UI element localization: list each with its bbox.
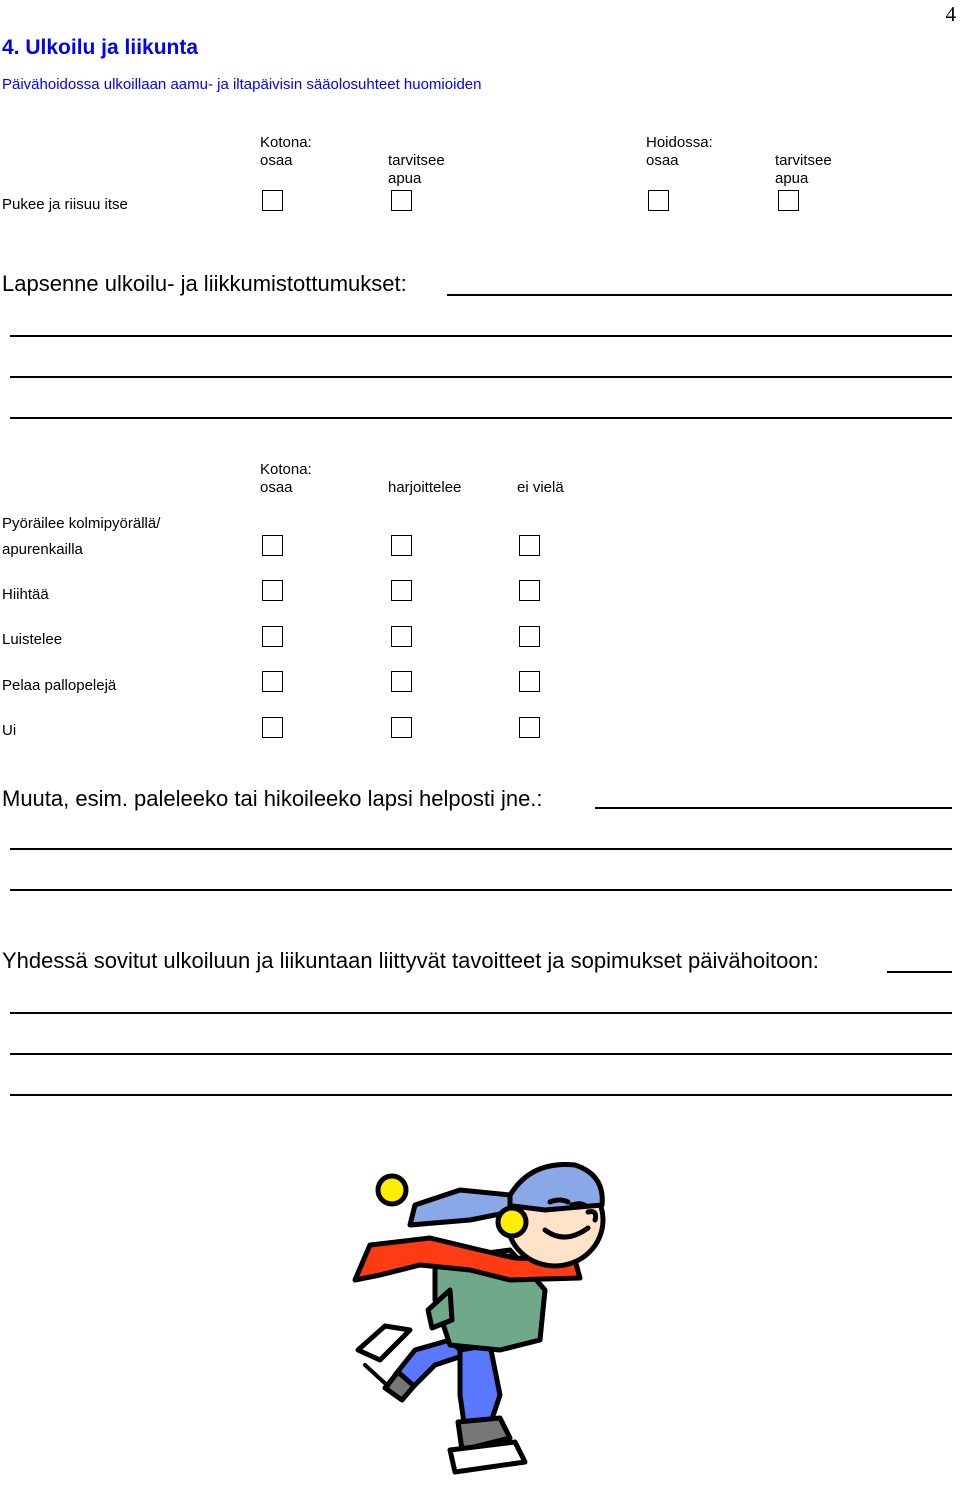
checkbox-skiing-can[interactable] (262, 580, 283, 601)
checkbox-dressing-daycare-can[interactable] (648, 190, 669, 211)
home-needs-label-2: apua (388, 170, 422, 187)
checkbox-skating-can[interactable] (262, 626, 283, 647)
skill-row-label-skiing: Hiihtää (2, 586, 49, 603)
checkbox-skiing-not-yet[interactable] (519, 580, 540, 601)
other-answer-line-3[interactable] (10, 889, 952, 891)
skill-row-label-cycling-1: Pyöräilee kolmipyörällä/ (2, 515, 161, 532)
checkbox-cycling-can[interactable] (262, 535, 283, 556)
agreements-answer-line-1[interactable] (887, 971, 952, 973)
other-label: Muuta, esim. paleleeko tai hikoileeko lapsi helposti jne.: (2, 786, 543, 811)
intro-text: Päivähoidossa ulkoillaan aamu- ja iltapäivisin sääolosuhteet huomioiden (2, 76, 482, 93)
daycare-needs-label-1: tarvitsee (775, 152, 832, 169)
checkbox-ball-games-can[interactable] (262, 671, 283, 692)
checkbox-swimming-can[interactable] (262, 717, 283, 738)
checkbox-cycling-not-yet[interactable] (519, 535, 540, 556)
page-number: 4 (945, 2, 956, 26)
other-answer-line-2[interactable] (10, 848, 952, 850)
skills-can-label: osaa (260, 479, 293, 496)
skills-not-yet-label: ei vielä (517, 479, 564, 496)
daycare-needs-label-2: apua (775, 170, 809, 187)
habits-label: Lapsenne ulkoilu- ja liikkumistottumukset: (2, 271, 407, 296)
checkbox-ball-games-practicing[interactable] (391, 671, 412, 692)
skill-row-label-swimming: Ui (2, 722, 17, 739)
daycare-group-label: Hoidossa: (646, 134, 713, 151)
home-can-label: osaa (260, 152, 293, 169)
habits-answer-line-2[interactable] (10, 335, 952, 337)
section-title: 4. Ulkoilu ja liikunta (2, 36, 199, 59)
other-answer-line-1[interactable] (595, 807, 952, 809)
habits-answer-line-3[interactable] (10, 376, 952, 378)
checkbox-skating-not-yet[interactable] (519, 626, 540, 647)
daycare-can-label: osaa (646, 152, 679, 169)
checkbox-ball-games-not-yet[interactable] (519, 671, 540, 692)
agreements-label: Yhdessä sovitut ulkoiluun ja liikuntaan liittyvät tavoitteet ja sopimukset päivähoitoon: (2, 948, 819, 973)
agreements-answer-line-4[interactable] (10, 1094, 952, 1096)
dressing-row-label: Pukee ja riisuu itse (2, 196, 128, 213)
habits-answer-line-4[interactable] (10, 417, 952, 419)
checkbox-cycling-practicing[interactable] (391, 535, 412, 556)
checkbox-dressing-home-needs-help[interactable] (391, 190, 412, 211)
skills-practicing-label: harjoittelee (388, 479, 462, 496)
checkbox-skating-practicing[interactable] (391, 626, 412, 647)
checkbox-dressing-home-can[interactable] (262, 190, 283, 211)
skill-row-label-ball-games: Pelaa pallopelejä (2, 677, 117, 694)
skill-row-label-cycling-2: apurenkailla (2, 541, 83, 558)
skating-child-illustration (340, 1150, 620, 1490)
agreements-answer-line-3[interactable] (10, 1053, 952, 1055)
agreements-answer-line-2[interactable] (10, 1012, 952, 1014)
skill-row-label-skating: Luistelee (2, 631, 63, 648)
home-group-label: Kotona: (260, 134, 312, 151)
checkbox-swimming-not-yet[interactable] (519, 717, 540, 738)
home-needs-label-1: tarvitsee (388, 152, 445, 169)
checkbox-swimming-practicing[interactable] (391, 717, 412, 738)
habits-answer-line-1[interactable] (447, 294, 952, 296)
checkbox-dressing-daycare-needs-help[interactable] (778, 190, 799, 211)
checkbox-skiing-practicing[interactable] (391, 580, 412, 601)
skills-home-group-label: Kotona: (260, 461, 312, 478)
